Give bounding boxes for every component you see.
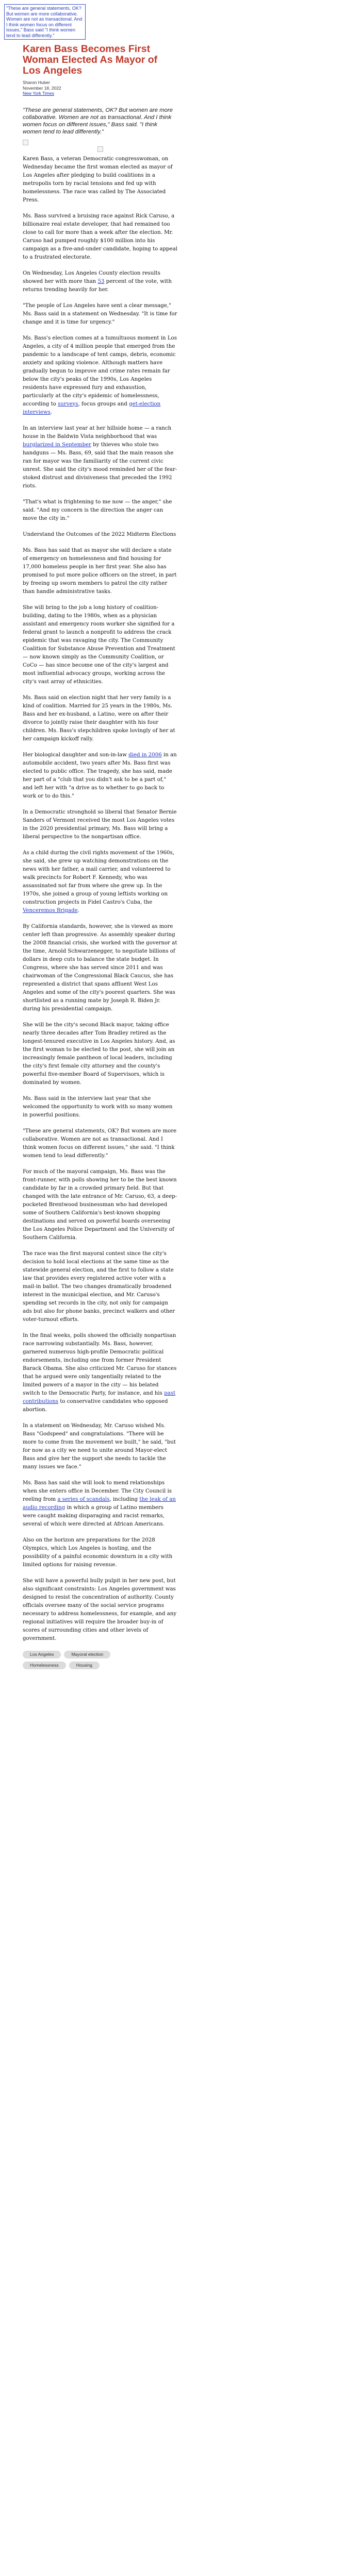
article-body [23, 155, 177, 1643]
paragraph: She will have a powerful bully pulpit in her new post, but also significant constraints: Los Angeles government was designed to resist the concentration of authority. County officials oversee many of the social service programs necessary to address homelessness, for example, and any regional initiatives will require the broader buy-in of scores of surrounding cities and other levels of government. [23, 1578, 177, 1641]
image-placeholder-icon [23, 140, 28, 145]
paragraph: "The people of Los Angeles have sent a clear message," Ms. Bass said in a statement on Wednesday. "It is time for change and it is time for urgency." [23, 302, 177, 325]
paragraph: Karen Bass, a veteran Democratic congresswoman, on Wednesday became the first woman elected as mayor of Los Angeles after pledging to build coalitions in a metropolis torn by racial tensions and fed up with homelessness. The race was called by The Associated Press. [23, 156, 173, 203]
tag-homelessness[interactable]: Homelessness [23, 1662, 66, 1669]
publication-link[interactable]: New York Times [23, 91, 54, 96]
pull-quote: "These are general statements, OK? But women are more collaborative. Women are not as transactional. And I think women focus on different issues," Bass said. "I think women tend to lead differently." [23, 107, 173, 135]
broken-image-icon [97, 146, 103, 152]
paragraph: Ms. Bass has said that as mayor she will declare a state of emergency on homelessness and find housing for 17,000 homeless people in her first year. She also has promised to put more police officers on the street, in part by freeing up sworn members to patrol the city rather than handle administrative tasks. [23, 547, 177, 595]
paragraph: In a Democratic stronghold so liberal that Senator Bernie Sanders of Vermont received the most Los Angeles votes in the 2020 presidential primary, Ms. Bass will bring a liberal perspective to the nonpartisan office. [23, 809, 177, 840]
audio-leak-link[interactable]: the leak of an audio recording [23, 1496, 176, 1511]
paragraph: Ms. Bass's election comes at a tumultuous moment in Los Angeles, a city of 4 million people that emerged from the pandemic to a landscape of tent camps, debris, economic anxiety and spiking violence. Although matters have gradually begun to improve and crime rates remain far below the city's peaks of the 1990s, Los Angeles residents have expressed fury and exhaustion, particularly at the city's epidemic of homelessness, according to surveys, focus groups and get-election interviews. [23, 335, 177, 415]
paragraph: She will be the city's second Black mayor, taking office nearly three decades after Tom Bradley retired as the longest-tenured executive in Los Angeles history. And, as the first woman to be elected to the post, she will join an increasingly female pantheon of local leaders, including the city's first female city attorney and the county's powerful five-member Board of Supervisors, which is dominated by women. [23, 1022, 175, 1086]
paragraph: On Wednesday, Los Angeles County election results showed her with more than 53 percent of the vote, with returns trending heavily for her. [23, 270, 172, 293]
paragraph: Ms. Bass said in the interview last year that she welcomed the opportunity to work with so many women in powerful positions. [23, 1095, 173, 1118]
burglary-link[interactable]: burglarized in September [23, 442, 91, 448]
publish-date: November 18, 2022 [23, 85, 61, 91]
tag-housing[interactable]: Housing [69, 1662, 100, 1669]
paragraph: In the final weeks, polls showed the officially nonpartisan race narrowing substantially. Ms. Bass, however, garnered numerous high-profile Democratic political endorsements, including one from former President Barack Obama. She also criticized Mr. Caruso for stances that he argued were only tangentially related to the limited powers of a mayor in the city — his belated switch to the Democratic Party, for instance, and his past contributions to conservative candidates who opposed abortion. [23, 1332, 177, 1413]
paragraph: Her biological daughter and son-in-law died in 2006 in an automobile accident, two years after Ms. Bass first was elected to public office. The tragedy, she has said, made her part of a "club that you didn't ask to be a part of," and left her with "a drive as to whether to go back to work or to do this." [23, 752, 177, 799]
paragraph: "These are general statements, OK? But women are more collaborative. Women are not as transactional. And I think women focus on different issues," she said. "I think women tend to lead differently." [23, 1128, 177, 1159]
tag-mayoral-election[interactable]: Mayoral election [64, 1651, 110, 1658]
headline: Karen Bass Becomes First Woman Elected As Mayor of Los Angeles [23, 43, 158, 76]
interviews-link[interactable]: get-election interviews [23, 401, 161, 415]
author-name: Sharon Huber [23, 80, 50, 85]
vote-results-link[interactable]: 53 [97, 278, 105, 284]
paragraph: By California standards, however, she is viewed as more center left than progressive. As assembly speaker during the 2008 financial crisis, she worked with the governor at the time, Arnold Schwarzenegger, to negotiate billions of dollars in deep cuts to balance the state budget. In Congress, where she has served since 2011 and was chairwoman of the Congressional Black Caucus, she has represented a district that spans affluent West Los Angeles and some of the city's poorest quarters. She was shortlisted as a running mate by Joseph R. Biden Jr. during his presidential campaign. [23, 923, 177, 1012]
byline [23, 80, 177, 96]
quote-callout-box: "These are general statements, OK? But women are more collaborative. Women are not as transactional. And I think women focus on different issues," Bass said "I think women tend to lead differently." [4, 4, 86, 40]
paragraph: Also on the horizon are preparations for the 2028 Olympics, which Los Angeles is hosting, and the possibility of a painful economic downturn in a city with limited options for raising revenue. [23, 1537, 173, 1568]
paragraph: In an interview last year at her hillside home — a ranch house in the Baldwin Vista neighborhood that was burglarized in September by thieves who stole two handguns — Ms. Bass, 69, said that the main reason she ran for mayor was the familiarity of the current civic unrest. She said the city's mood reminded her of the fear-stoked distrust and divisiveness that preceded the 1992 riots. [23, 425, 177, 489]
contributions-link[interactable]: past contributions [23, 1390, 176, 1404]
paragraph: The race was the first mayoral contest since the city's decision to hold local elections at the same time as the statewide general election, and the first to follow a state law that provides every registered active voter with a mail-in ballot. The two changes dramatically broadened interest in the municipal election, and Mr. Caruso's spending set records in the city, not only for campaign ads but also for phone banks, precinct walkers and other voter-turnout efforts. [23, 1250, 175, 1323]
paragraph: For much of the mayoral campaign, Ms. Bass was the front-runner, with polls showing her to be the best known candidate by far in a crowded primary field. But that changed with the late entrance of Mr. Caruso, 63, a deep-pocketed Brentwood businessman who had developed some of Southern California's best-known shopping destinations and served on powerful boards overseeing the Los Angeles Police Department and the University of Southern California. [23, 1168, 177, 1241]
paragraph: Ms. Bass survived a bruising race against Rick Caruso, a billionaire real estate developer, that had remained too close to call for more than a week after the election. Mr. Caruso had pumped roughly $100 million into his campaign as a five-and-under candidate, hoping to appeal to a frustrated electorate. [23, 213, 177, 260]
surveys-link[interactable]: surveys [58, 401, 78, 407]
paragraph: She will bring to the job a long history of coalition-building, dating to the 1980s, when as a physician assistant and emergency room worker she signified for a federal grant to launch a nonprofit to address the crack epidemic that was ravaging the city. The Community Coalition for Substance Abuse Prevention and Treatment — now known simply as the Community Coalition, or CoCo — has since become one of the city's largest and most influential advocacy groups, working across the city's vast array of ethnicities. [23, 604, 175, 685]
article [23, 44, 177, 1672]
paragraph: Understand the Outcomes of the 2022 Midterm Elections [23, 531, 176, 537]
accident-link[interactable]: died in 2006 [128, 752, 162, 758]
paragraph: "That's what is frightening to me now — the anger," she said. "And my concern is the direction the anger can move the city in." [23, 499, 172, 521]
paragraph: Ms. Bass has said she will look to mend relationships when she enters office in December. The City Council is reeling from a series of scandals, including the leak of an audio recording in which a group of Latino members were caught making disparaging and racist remarks, several of which were directed at African Americans. [23, 1480, 176, 1527]
scandals-link[interactable]: a series of scandals [57, 1496, 110, 1502]
paragraph: Ms. Bass said on election night that her very family is a kind of coalition. Married for 25 years in the 1980s, Ms. Bass and her ex-husband, a Latino, were on after their divorce to jointly raise their daughter with his four children. Ms. Bass's stepchildren spoke lovingly of her at her campaign kickoff rally. [23, 694, 175, 742]
topic-tags [23, 1651, 177, 1672]
paragraph: As a child during the civil rights movement of the 1960s, she said, she grew up watching demonstrations on the news with her father, a mail carrier, and volunteered to walk precincts for Robert F. Kennedy, who was assassinated not far from where she grew up. In the 1970s, she joined a group of young leftists working on construction projects in Fidel Castro's Cuba, the Venceremos Brigade. [23, 850, 174, 913]
tag-los-angeles[interactable]: Los Angeles [23, 1651, 61, 1658]
paragraph: In a statement on Wednesday, Mr. Caruso wished Ms. Bass "Godspeed" and congratulations. "There will be more to come from the movement we built," he said, "but for now as a city we need to unite around Mayor-elect Bass and give her the support she needs to tackle the many issues we face." [23, 1422, 176, 1470]
venceremos-link[interactable]: Venceremos Brigade [23, 907, 78, 913]
